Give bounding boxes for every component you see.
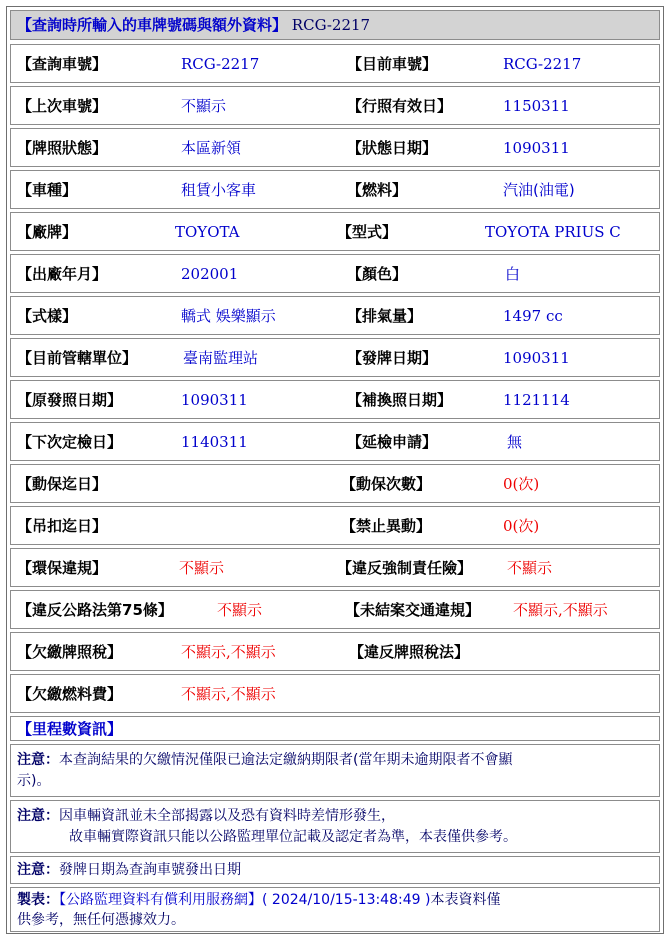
table-row	[10, 674, 660, 713]
field-value-alert: 不顯示	[507, 559, 553, 577]
field-value: 1150311	[503, 96, 570, 115]
mileage-section	[10, 716, 660, 741]
note-tag: 注意：	[17, 862, 59, 878]
field-value: 1121114	[503, 390, 570, 409]
field-value: 1090311	[181, 390, 248, 409]
field-label: 【車種】	[17, 181, 78, 199]
table-row	[10, 170, 660, 209]
note-text: 因車輛資訊並未全部揭露以及恐有資料時差情形發生，	[59, 808, 395, 824]
table-row	[10, 422, 660, 461]
field-value: TOYOTA PRIUS C	[485, 222, 621, 241]
note-text: 發牌日期為查詢車號發出日期	[59, 862, 241, 878]
field-value-alert: 不顯示	[179, 559, 225, 577]
field-value: 1090311	[503, 348, 570, 367]
field-value-alert: 不顯示,不顯示	[181, 685, 276, 703]
field-value: 無	[507, 433, 523, 451]
field-label: 【顏色】	[347, 265, 408, 283]
field-value: TOYOTA	[175, 222, 240, 241]
field-label: 【上次車號】	[17, 97, 108, 115]
table-row	[10, 506, 660, 545]
field-value-alert: 0(次)	[503, 475, 540, 493]
field-label: 【出廠年月】	[17, 265, 108, 283]
field-label: 【未結案交通違規】	[345, 601, 481, 619]
field-label: 【型式】	[337, 223, 398, 241]
field-value: 白	[505, 265, 521, 283]
report-header	[10, 10, 660, 40]
field-value: 本區新領	[181, 139, 242, 157]
note-block	[10, 744, 660, 797]
note-tag: 注意：	[17, 752, 59, 768]
field-value: 汽油(油電)	[503, 181, 575, 199]
field-label: 【排氣量】	[347, 307, 423, 325]
table-row	[10, 296, 660, 335]
field-label: 【環保違規】	[17, 559, 108, 577]
field-value: RCG-2217	[503, 54, 582, 73]
note-tag: 注意：	[17, 808, 59, 824]
field-label: 【延檢申請】	[347, 433, 438, 451]
note-text: 本查詢結果的欠繳情況僅限已逾法定繳納期限者(當年期未逾期限者不會顯	[59, 752, 513, 768]
field-label: 【違反強制責任險】	[337, 559, 473, 577]
field-value-alert: 0(次)	[503, 517, 540, 535]
table-row	[10, 128, 660, 167]
field-value-alert: 不顯示,不顯示	[181, 643, 276, 661]
footer-text: 供參考，無任何憑據效力。	[17, 912, 185, 928]
footer-text: 本表資料僅	[430, 892, 501, 908]
report-frame	[6, 6, 664, 934]
field-label: 【牌照狀態】	[17, 139, 108, 157]
table-row	[10, 590, 660, 629]
footer-tag: 製表：	[17, 892, 59, 908]
table-row	[10, 212, 660, 251]
header-plate: RCG-2217	[291, 16, 371, 34]
field-label: 【吊扣迄日】	[17, 517, 108, 535]
table-row	[10, 86, 660, 125]
service-name: 【公路監理資料有償利用服務網】	[59, 892, 262, 908]
field-label: 【燃料】	[347, 181, 408, 199]
report-footer	[10, 887, 660, 932]
field-label: 【原發照日期】	[17, 391, 123, 409]
table-row	[10, 338, 660, 377]
footer-timestamp: ( 2024/10/15-13:48:49 )	[262, 892, 431, 908]
field-value: 不顯示	[181, 97, 227, 115]
field-label: 【違反牌照稅法】	[349, 643, 470, 661]
field-label: 【目前管轄單位】	[17, 349, 138, 367]
field-label: 【下次定檢日】	[17, 433, 123, 451]
field-label: 【查詢車號】	[17, 55, 108, 73]
field-value: RCG-2217	[181, 54, 260, 73]
header-title: 【查詢時所輸入的車牌號碼與額外資料】	[17, 16, 288, 34]
table-row	[10, 464, 660, 503]
field-label: 【目前車號】	[347, 55, 438, 73]
table-row	[10, 548, 660, 587]
field-label: 【動保迄日】	[17, 475, 108, 493]
field-value-alert: 不顯示	[217, 601, 263, 619]
field-label: 【動保次數】	[341, 475, 432, 493]
field-label: 【廠牌】	[17, 223, 78, 241]
table-row	[10, 632, 660, 671]
field-label: 【發牌日期】	[347, 349, 438, 367]
field-value: 1090311	[503, 138, 570, 157]
field-label: 【狀態日期】	[347, 139, 438, 157]
table-row	[10, 254, 660, 293]
field-value: 202001	[181, 264, 239, 283]
field-label: 【違反公路法第75條】	[17, 601, 173, 619]
field-value-alert: 不顯示,不顯示	[513, 601, 608, 619]
table-row	[10, 380, 660, 419]
note-text: 示)。	[17, 773, 51, 789]
field-label: 【欠繳牌照稅】	[17, 643, 123, 661]
field-label: 【欠繳燃料費】	[17, 685, 123, 703]
table-row	[10, 44, 660, 83]
section-title: 【里程數資訊】	[17, 720, 123, 738]
field-value: 租賃小客車	[181, 181, 257, 199]
field-value: 轎式 娛樂顯示	[181, 307, 276, 325]
field-label: 【式樣】	[17, 307, 78, 325]
field-value: 1497 cc	[503, 306, 563, 325]
field-label: 【行照有效日】	[347, 97, 453, 115]
note-block	[10, 800, 660, 853]
field-value: 1140311	[181, 432, 248, 451]
note-text: 故車輛實際資訊只能以公路監理單位記載及認定者為準，本表僅供參考。	[69, 829, 517, 845]
field-label: 【補換照日期】	[347, 391, 453, 409]
field-value: 臺南監理站	[183, 349, 259, 367]
note-block	[10, 856, 660, 884]
field-label: 【禁止異動】	[341, 517, 432, 535]
